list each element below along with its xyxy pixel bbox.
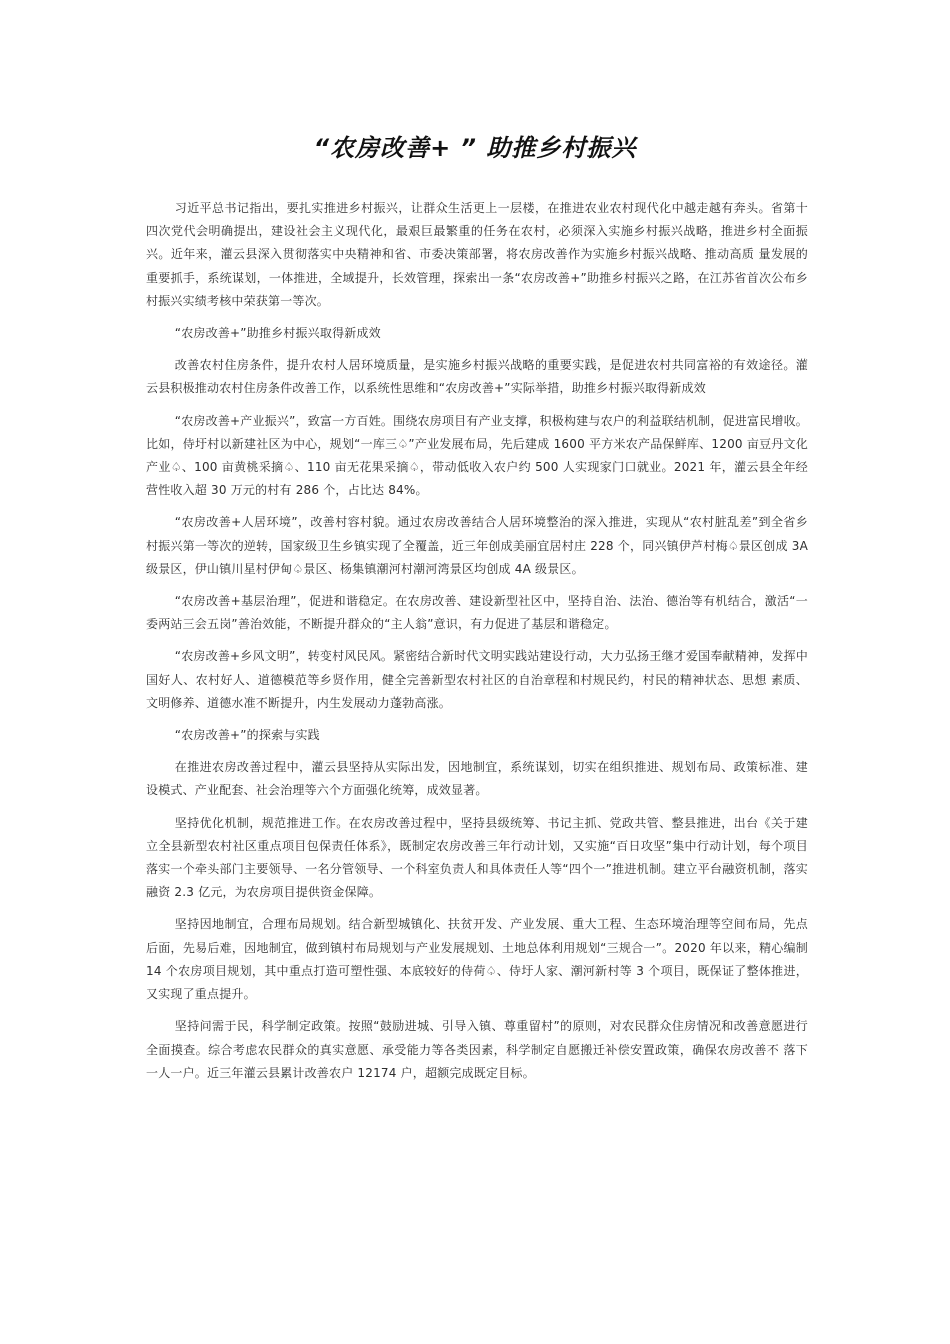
paragraph: “农房改善+人居环境”，改善村容村貌。通过农房改善结合人居环境整治的深入推进，实现从“农村脏乱差”到全省乡村振兴第一等次的逆转，国家级卫生乡镇实现了全覆盖，近三年创成美丽宜居村庄 228 个，同兴镇伊芦村梅♤景区创成 3A 级景区，伊山镇川星村伊甸♤景区、杨集镇潮河村潮河湾景区均创成 4A 级景区。 bbox=[146, 515, 808, 576]
section-heading-new-achievements: “农房改善+”助推乡村振兴取得新成效 bbox=[174, 326, 381, 341]
paragraph: 改善农村住房条件，提升农村人居环境质量，是实施乡村振兴战略的重要实践，是促进农村共同富裕的有效途径。灌云县积极推动农村住房条件改善工作，以系统性思维和“农房改善+”实际举措，助推乡村振兴取得新成效 bbox=[146, 358, 808, 396]
article-body bbox=[146, 197, 808, 1094]
paragraph: 坚持问需于民，科学制定政策。按照“鼓励进城、引导入镇、尊重留村”的原则，对农民群众住房情况和改善意愿进行全面摸查。综合考虑农民群众的真实意愿、承受能力等各类因素，科学制定自愿搬迁补偿安置政策，确保农房改善不 落下一人一户。近三年灌云县累计改善农户 12174 户，超额完成既定目标。 bbox=[146, 1019, 808, 1080]
paragraph: 在推进农房改善过程中，灌云县坚持从实际出发，因地制宜，系统谋划，切实在组织推进、规划布局、政策标准、建设模式、产业配套、社会治理等六个方面强化统筹，成效显著。 bbox=[146, 760, 808, 798]
paragraph: “农房改善+基层治理”，促进和谐稳定。在农房改善、建设新型社区中，坚持自治、法治、德治等有机结合，激活“一委两站三会五岗”善治效能，不断提升群众的“主人翁”意识，有力促进了基层和谐稳定。 bbox=[146, 594, 808, 632]
paragraph: “农房改善+乡风文明”，转变村风民风。紧密结合新时代文明实践站建设行动，大力弘扬王继才爱国奉献精神，发挥中国好人、农村好人、道德模范等乡贤作用，健全完善新型农村社区的自治章程和村规民约，村民的精神状态、思想 素质、文明修养、道德水准不断提升，内生发展动力蓬勃高涨。 bbox=[146, 649, 808, 710]
paragraph: 坚持因地制宜，合理布局规划。结合新型城镇化、扶贫开发、产业发展、重大工程、生态环境治理等空间布局，先点后面，先易后难，因地制宜，做到镇村布局规划与产业发展规划、土地总体利用规划“三规合一”。2020 年以来，精心编制 14 个农房项目规划，其中重点打造可塑性强、本底较好的侍荷♤、侍圩人家、潮河新村等 3 个项目，既保证了整体推进，又实现了重点提升。 bbox=[146, 917, 808, 1002]
section-heading-exploration: “农房改善+”的探索与实践 bbox=[174, 728, 320, 743]
paragraph-intro: 习近平总书记指出，要扎实推进乡村振兴，让群众生活更上一层楼，在推进农业农村现代化中越走越有奔头。省第十四次党代会明确提出，建设社会主义现代化，最艰巨最繁重的任务在农村，必须深入实施乡村振兴战略，推进乡村全面振兴。近年来，灌云县深入贯彻落实中央精神和省、市委决策部署，将农房改善作为实施乡村振兴战略、推动高质 量发展的重要抓手，系统谋划，一体推进，全域提升，长效管理，探索出一条“农房改善+”助推乡村振兴之路，在江苏省首次公布乡村振兴实绩考核中荣获第一等次。 bbox=[146, 201, 808, 308]
paragraph: “农房改善+产业振兴”，致富一方百姓。围绕农房项目有产业支撑，积极构建与农户的利益联结机制，促进富民增收。比如，侍圩村以新建社区为中心，规划“一库三♤”产业发展布局，先后建成 1600 平方米农产品保鲜库、1200 亩豆丹文化产业♤、100 亩黄桃采摘♤、110 亩无花果采摘♤，带动低收入农户约 500 人实现家门口就业。2021 年，灌云县全年经营性收入超 30 万元的村有 286 个，占比达 84%。 bbox=[146, 413, 808, 498]
article-title: “农房改善+ ” 助推乡村振兴 bbox=[313, 134, 637, 162]
paragraph: 坚持优化机制，规范推进工作。在农房改善过程中，坚持县级统筹、书记主抓、党政共管、整县推进，出台《关于建立全县新型农村社区重点项目包保责任体系》，既制定农房改善三年行动计划，又实施“百日攻坚”集中行动计划，每个项目落实一个牵头部门主要领导、一名分管领导、一个科室负责人和具体责任人等“四个一”推进机制。建立平台融资机制，落实融资 2.3 亿元，为农房项目提供资金保障。 bbox=[146, 815, 808, 900]
